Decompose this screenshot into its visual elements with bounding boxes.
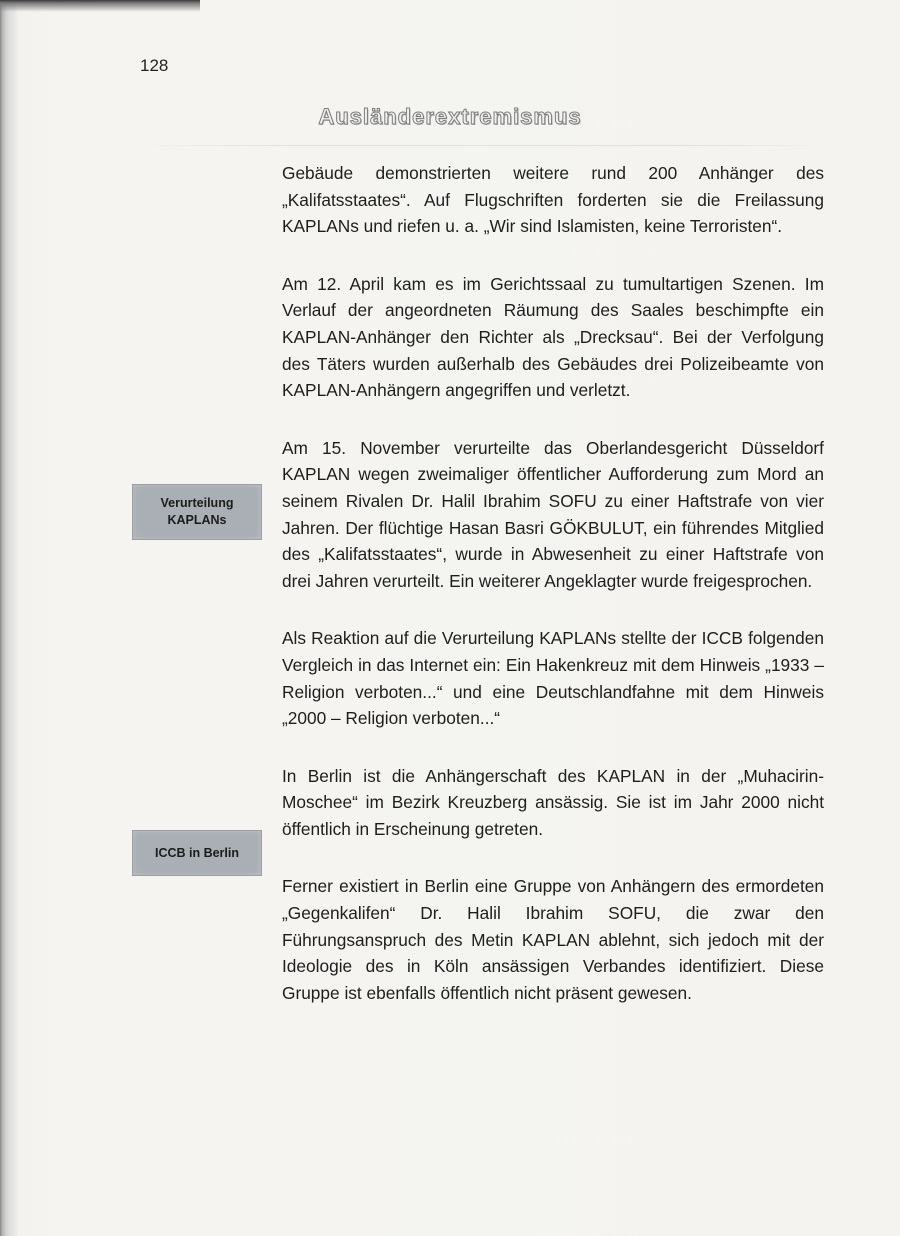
title-divider [140,145,830,146]
margin-label-line: ICCB in Berlin [154,845,240,860]
chapter-title: Ausländerextremismus [318,104,582,129]
paragraph-berlin-moschee: In Berlin ist die Anhängerschaft des KAPLAN in der „Muhacirin-Moschee“ im Bezirk Kreuzberg ansässig. Sie ist im Jahr 2000 nicht öffentlich in Erscheinung getreten. [282,765,824,839]
margin-label-verurteilung-kaplans [132,484,262,540]
binding-gutter [0,0,18,1236]
paragraph-gegenkalif-gruppe: Ferner existiert in Berlin eine Gruppe von Anhängern des ermordeten „Gegenkalifen“ Dr. Halil Ibrahim SOFU, die zwar den Führungsanspruch des Metin KAPLAN ablehnt, sich jedoch mit der Ideologie des in Köln ansässigen Verbandes identifiziert. Diese Gruppe ist ebenfalls öffentlich nicht präsent gewesen. [282,876,824,1003]
paragraph-gerichtssaal: Am 12. April kam es im Gerichtssaal zu tumultartigen Szenen. Im Verlauf der angeordneten Räumung des Saales beschimpfte ein KAPLAN-Anhänger den Richter als „Drecksau“. Bei der Verfolgung des Täters wurden außerhalb des Gebäudes drei Polizeibeamte von KAPLAN-Anhängern angegriffen und verletzt. [282,273,824,401]
margin-label-line: Verurteilung [160,496,234,510]
paragraph-reaktion-iccb: Als Reaktion auf die Verurteilung KAPLANs stellte der ICCB folgenden Vergleich in das Internet ein: Ein Hakenkreuz mit dem Hinweis „1933 – Religion verboten...“ und eine Deutschlandfahne mit dem Hinweis „2000 – Religion verboten...“ [282,628,824,729]
body-text [282,160,824,1037]
page-number: 128 [140,56,169,75]
page-top-edge [0,0,200,12]
margin-label-iccb-in-berlin [132,830,262,876]
margin-label-line: KAPLANs [167,513,227,527]
paragraph-demonstration: Gebäude demonstrierten weitere rund 200 Anhänger des „Kalifatsstaates“. Auf Flugschriften forderten sie die Freilassung KAPLANs und riefen u. a. „Wir sind Islamisten, keine Terroristen“. [282,163,824,237]
paragraph-verurteilung: Am 15. November verurteilte das Oberlandesgericht Düsseldorf KAPLAN wegen zweimaliger öffentlicher Aufforderung zum Mord an seinem Rivalen Dr. Halil Ibrahim SOFU zu einer Haftstrafe von vier Jahren. Der flüchtige Hasan Basri GÖKBULUT, ein führendes Mitglied des „Kalifatsstaates“, wurde in Abwesenheit zu einer Haftstrafe von drei Jahren verurteilt. Ein weiterer Angeklagter wurde freigesprochen. [282,437,824,591]
